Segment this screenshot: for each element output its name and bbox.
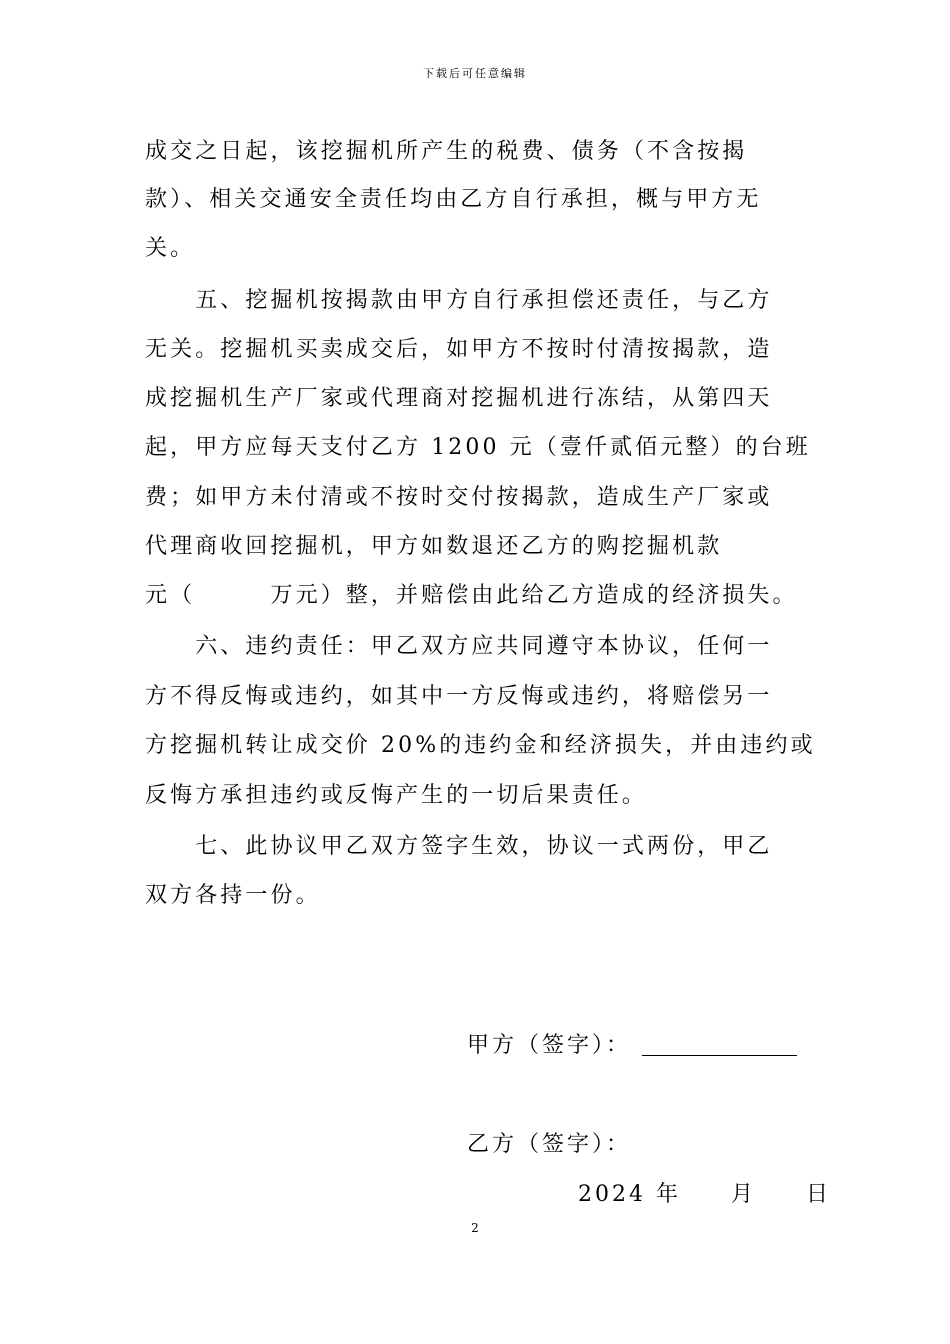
signing-date: 2024 年 月 日 [578,1182,831,1207]
body-line: 方挖掘机转让成交价 20%的违约金和经济损失，并由违约或 [145,733,816,758]
body-line: 双方各持一份。 [145,883,321,908]
body-line: 反悔方承担违约或反悔产生的一切后果责任。 [145,783,648,808]
body-line: 无关。挖掘机买卖成交后，如甲方不按时付清按揭款，造 [145,337,773,362]
body-line: 元（ 万元）整，并赔偿由此给乙方造成的经济损失。 [145,583,798,608]
body-line: 代理商收回挖掘机，甲方如数退还乙方的购挖掘机款 [145,534,723,559]
party-a-signature-field[interactable] [642,1055,797,1056]
body-line: 成挖掘机生产厂家或代理商对挖掘机进行冻结，从第四天 [145,386,773,411]
body-line: 六、违约责任：甲乙双方应共同遵守本协议，任何一 [145,634,773,659]
body-line: 五、挖掘机按揭款由甲方自行承担偿还责任，与乙方 [145,288,773,313]
body-line: 起，甲方应每天支付乙方 1200 元（壹仟贰佰元整）的台班 [145,435,811,460]
body-line: 费；如甲方未付清或不按时交付按揭款，造成生产厂家或 [145,485,773,510]
body-line: 关。 [145,236,196,261]
body-line: 七、此协议甲乙双方签字生效，协议一式两份，甲乙 [145,834,773,859]
page-header: 下载后可任意编辑 [423,67,527,80]
party-b-signature-label: 乙方（签字）： [467,1132,632,1157]
body-line: 方不得反悔或违约，如其中一方反悔或违约，将赔偿另一 [145,684,773,709]
page-number: 2 [471,1221,479,1235]
body-line: 款）、相关交通安全责任均由乙方自行承担，概与甲方无 [145,187,762,212]
body-line: 成交之日起，该挖掘机所产生的税费、债务（不含按揭 [145,139,748,164]
party-a-signature-label: 甲方（签字）： [467,1033,632,1058]
